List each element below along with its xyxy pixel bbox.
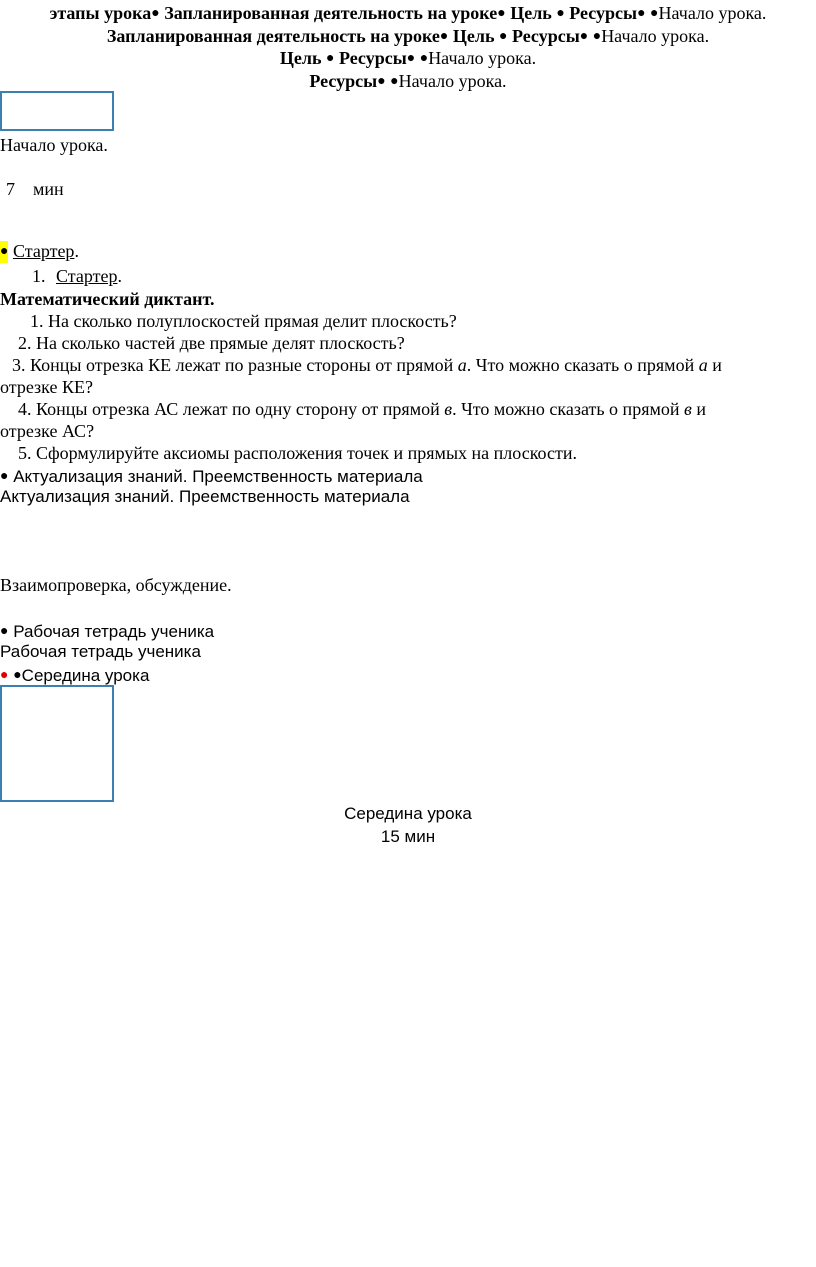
dictation-item-3-cont: отрезке КЕ?: [0, 377, 93, 397]
actualization-line: Актуализация знаний. Преемственность материала: [0, 487, 410, 506]
start-duration: [6, 178, 64, 200]
item-var: а: [457, 355, 467, 375]
dictation-title: Математический диктант.: [0, 289, 215, 309]
item-text: и: [707, 355, 722, 375]
starter-title: Стартер: [12, 241, 75, 261]
item-text: 4. Концы отрезка АС лежат по одну сторону от прямой: [18, 399, 445, 419]
header-line-1: [0, 2, 816, 25]
bullet-icon: ●: [556, 6, 565, 21]
item-text: . Что можно сказать о прямой: [452, 399, 684, 419]
dictation-item-5: 5. Сформулируйте аксиомы расположения точек и прямых на плоскости.: [18, 443, 577, 463]
empty-box: [0, 685, 114, 802]
item-text: и: [691, 399, 706, 419]
workbook-bullet-line: [0, 619, 214, 643]
bullet-icon: ●: [419, 51, 429, 66]
starter-numbered-line: [32, 265, 122, 287]
dictation-item-4-cont: отрезке АС?: [0, 421, 95, 441]
dictation-item-4: [18, 398, 706, 420]
bullet-icon: ●: [592, 29, 602, 44]
dictation-item-2: 2. На сколько частей две прямые делят плоскость?: [18, 333, 405, 353]
bullet-icon: ●: [499, 29, 508, 44]
header-resources: Ресурсы: [334, 48, 407, 68]
header-goal: Цель: [448, 26, 499, 46]
header-resources: Ресурсы: [309, 71, 378, 91]
peer-check: Взаимопроверка, обсуждение.: [0, 575, 232, 595]
dictation-item-3: [12, 354, 722, 376]
starter-bullet-line: [0, 240, 79, 263]
start-minutes: 7: [6, 179, 15, 199]
bullet-icon: ●: [0, 622, 9, 638]
header-planned: Запланированная деятельность на уроке: [106, 26, 440, 46]
middle-bullet-line: [0, 663, 149, 687]
bullet-icon: ●: [151, 6, 160, 21]
middle-duration: 15 мин: [380, 827, 436, 846]
item-text: . Что можно сказать о прямой: [466, 355, 699, 375]
bullet-icon: ●: [579, 29, 589, 44]
start-label: Начало урока.: [0, 135, 108, 155]
header-line-3: [0, 47, 816, 70]
item-var: в: [684, 399, 692, 419]
bullet-icon: ●: [406, 51, 416, 66]
workbook-label: Рабочая тетрадь ученика: [13, 622, 215, 641]
header-stages: этапы урока: [49, 3, 152, 23]
item-var: в: [444, 399, 453, 419]
header-resources: Ресурсы: [507, 26, 580, 46]
bullet-icon: ●: [650, 6, 659, 21]
item-var: а: [698, 355, 708, 375]
header-planned: Запланированная деятельность на уроке: [159, 3, 498, 23]
header-resources: Ресурсы: [564, 3, 638, 23]
red-bullet-icon: ●: [0, 666, 9, 682]
bullet-icon: ●: [326, 51, 335, 66]
header-line-2: [0, 25, 816, 48]
start-unit: мин: [33, 179, 64, 199]
starter-number: 1.: [32, 266, 46, 286]
starter-punct: .: [74, 241, 79, 261]
empty-box: [0, 91, 114, 131]
workbook-line: Рабочая тетрадь ученика: [0, 642, 201, 661]
bullet-icon: ●: [0, 467, 9, 483]
header-line-4: [0, 70, 816, 93]
starter-punct: .: [117, 266, 122, 286]
dictation-item-1: 1. На сколько полуплоскостей прямая делит плоскость?: [30, 311, 457, 331]
item-text: 3. Концы отрезка КЕ лежат по разные стороны от прямой: [12, 355, 458, 375]
bullet-icon: ●: [439, 29, 449, 44]
bullet-icon: ●: [0, 241, 8, 263]
middle-title: Середина урока: [344, 804, 472, 823]
header-goal: Цель: [505, 3, 557, 23]
header-start: Начало урока.: [428, 48, 537, 68]
actualization-label: Актуализация знаний. Преемственность материала: [13, 467, 423, 486]
bullet-icon: ●: [390, 74, 399, 89]
header-goal: Цель: [279, 48, 326, 68]
starter-title: Стартер: [56, 266, 118, 286]
header-start: Начало урока.: [601, 26, 710, 46]
middle-label: Середина урока: [21, 666, 150, 685]
bullet-icon: ●: [637, 6, 646, 21]
actualization-bullet-line: [0, 464, 423, 488]
bullet-icon: ●: [13, 666, 22, 682]
bullet-icon: ●: [377, 74, 386, 89]
header-start: Начало урока.: [658, 3, 767, 23]
bullet-icon: ●: [497, 6, 506, 21]
header-start: Начало урока.: [398, 71, 507, 91]
